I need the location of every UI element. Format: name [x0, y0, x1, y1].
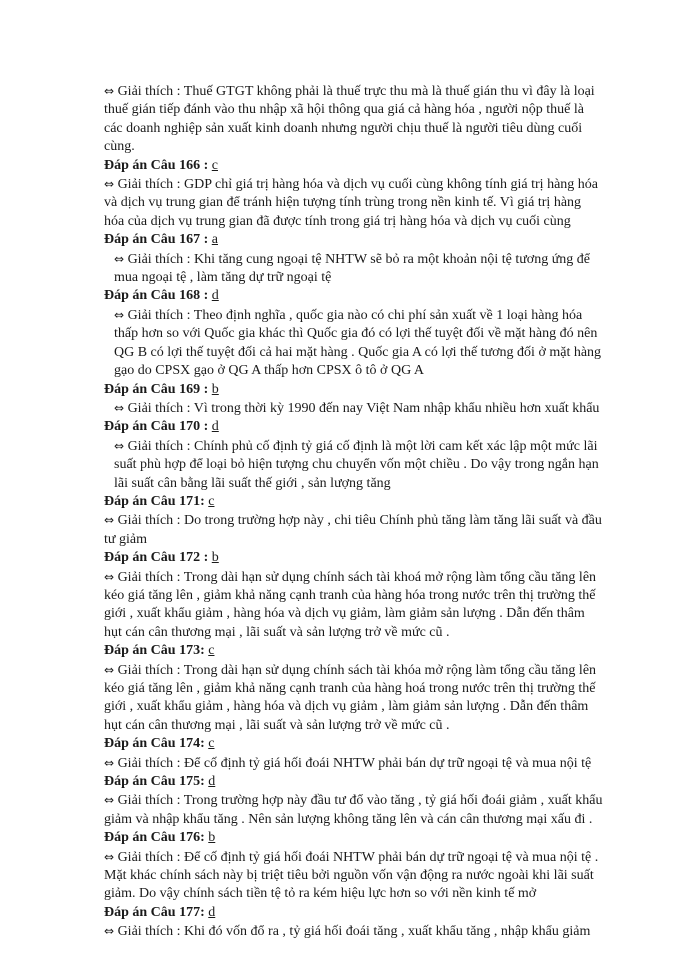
- double-arrow-icon: ⇔: [104, 569, 115, 584]
- answer-separator: :: [200, 736, 209, 752]
- answer-line: [104, 549, 604, 567]
- answer-label: Đáp án Câu 173: [104, 643, 201, 659]
- explanation-body: Giải thích : Chính phủ cố định tỷ giá cố định là một lời cam kết xác lập một mức lãi suất phù hợp để loại bỏ hiện tượng chu chuyển vốn một chiều . Do vậy trong ngắn hạn lãi suất cân bằng lãi suất thế giới , sản lượng tăng: [114, 438, 599, 491]
- answer-separator: :: [200, 830, 209, 846]
- explanation-text: [104, 791, 604, 829]
- explanation-text: [104, 754, 604, 773]
- double-arrow-icon: ⇔: [114, 400, 125, 415]
- answer-block: [104, 82, 604, 157]
- double-arrow-icon: ⇔: [104, 755, 115, 770]
- answer-block: [104, 549, 604, 642]
- explanation-text: [104, 250, 604, 288]
- answer-value: a: [211, 232, 218, 248]
- answer-block: [104, 418, 604, 493]
- double-arrow-icon: ⇔: [114, 307, 125, 322]
- answer-label: Đáp án Câu 176: [104, 830, 201, 846]
- answer-separator: :: [200, 774, 209, 790]
- explanation-text: [104, 306, 604, 381]
- explanation-body: Giải thích : Khi đó vốn đổ ra , tỷ giá hối đoái tăng , xuất khẩu tăng , nhập khẩu giảm: [117, 924, 591, 940]
- answer-value: c: [208, 643, 215, 659]
- explanation-text: [104, 511, 604, 549]
- answer-block: [104, 773, 604, 829]
- answer-block: [104, 904, 604, 942]
- explanation-body: Giải thích : Vì trong thời kỳ 1990 đến nay Việt Nam nhập khẩu nhiều hơn xuất khẩu: [127, 400, 600, 416]
- explanation-body: Giải thích : Để cố định tỷ giá hối đoái NHTW phải bán dự trữ ngoại tệ và mua nội tệ: [117, 755, 592, 771]
- answer-line: [104, 157, 604, 175]
- answer-block: [104, 381, 604, 419]
- double-arrow-icon: ⇔: [104, 84, 115, 98]
- answer-value: d: [211, 288, 219, 304]
- explanation-body: Giải thích : Trong dài hạn sử dụng chính sách tài khoá mở rộng làm tổng cầu tăng lên kéo giá tăng lên , giảm khả năng cạnh tranh của hàng hóa trong nước trên thị trường thế giới , xuất khẩu giảm , hàng hóa và dịch vụ giảm, làm giảm sản lượng . Dẫn đến thâm hụt cán cân thương mại , lãi suất và sản lượng trở về mức cũ .: [104, 569, 597, 640]
- answer-line: [104, 381, 604, 399]
- explanation-body: Giải thích : Theo định nghĩa , quốc gia nào có chi phí sản xuất về 1 loại hàng hóa thấp hơn so với Quốc gia khác thì Quốc gia đó có lợi thế tuyệt đối về mặt hàng đó nên QG B có lợi thế tuyệt đối cả hai mặt hàng . Quốc gia A có lợi thế tương đối ở mặt hàng gạo do CPSX gạo ở QG A thấp hơn CPSX ô tô ở QG A: [114, 307, 602, 379]
- answer-line: [104, 735, 604, 753]
- document-page: [104, 82, 604, 942]
- double-arrow-icon: ⇔: [104, 849, 115, 864]
- answer-separator: :: [200, 232, 212, 248]
- answer-separator: :: [200, 381, 212, 397]
- answer-line: [104, 904, 604, 922]
- answer-block: [104, 231, 604, 287]
- double-arrow-icon: ⇔: [104, 924, 115, 939]
- answer-label: Đáp án Câu 169: [104, 381, 201, 397]
- answer-separator: :: [200, 643, 209, 659]
- explanation-text: [104, 568, 604, 643]
- answer-line: [104, 773, 604, 791]
- answer-label: Đáp án Câu 175: [104, 774, 201, 790]
- answer-label: Đáp án Câu 168: [104, 288, 201, 304]
- answer-block: [104, 493, 604, 549]
- answer-block: [104, 829, 604, 904]
- explanation-body: Giải thích : Do trong trường hợp này , chi tiêu Chính phủ tăng làm tăng lãi suất và đầu tư giảm: [104, 513, 602, 547]
- answer-line: [104, 287, 604, 305]
- answer-label: Đáp án Câu 167: [104, 232, 201, 248]
- answer-line: [104, 829, 604, 847]
- explanation-body: Giải thích : Để cố định tỷ giá hối đoái NHTW phải bán dự trữ ngoại tệ và mua nội tệ . Mặt khác chính sách này bị triệt tiêu bởi nguồn vốn vận động ra nước ngoài khi lãi suất giảm. Do vậy chính sách tiền tệ tỏ ra kém hiệu lực hơn so với nền kinh tế mở: [104, 849, 599, 902]
- answer-label: Đáp án Câu 172: [104, 550, 201, 566]
- double-arrow-icon: ⇔: [104, 513, 115, 528]
- answer-value: b: [211, 550, 219, 566]
- explanation-text: [104, 848, 604, 904]
- explanation-text: [104, 661, 604, 736]
- answer-value: d: [208, 904, 216, 920]
- answer-separator: :: [200, 157, 212, 173]
- double-arrow-icon: ⇔: [114, 251, 125, 266]
- answer-line: [104, 493, 604, 511]
- answer-block: [104, 157, 604, 232]
- answer-value: c: [208, 493, 215, 509]
- answer-label: Đáp án Câu 166: [104, 157, 201, 173]
- answer-line: [104, 231, 604, 249]
- answer-separator: :: [200, 493, 209, 509]
- answer-block: [104, 287, 604, 380]
- answer-line: [104, 642, 604, 660]
- explanation-body: Giải thích : Thuế GTGT không phải là thuế trực thu mà là thuế gián thu vì đây là loại thuế gián tiếp đánh vào thu nhập xã hội thông qua giá cả hàng hóa , người nộp thuế là các doanh nghiệp sản xuất kinh doanh nhưng người chịu thuế là người tiêu dùng cuối cùng.: [104, 84, 595, 155]
- explanation-text: [104, 922, 604, 941]
- answer-label: Đáp án Câu 177: [104, 904, 201, 920]
- explanation-text: [104, 437, 604, 493]
- answer-label: Đáp án Câu 174: [104, 736, 201, 752]
- double-arrow-icon: ⇔: [104, 793, 115, 808]
- answer-value: d: [208, 774, 216, 790]
- explanation-body: Giải thích : Khi tăng cung ngoại tệ NHTW sẽ bỏ ra một khoản nội tệ tương ứng để mua ngoại tệ , làm tăng dự trữ ngoại tệ: [114, 251, 591, 286]
- answer-separator: :: [200, 419, 212, 435]
- answer-label: Đáp án Câu 171: [104, 493, 201, 509]
- answer-value: b: [208, 830, 216, 846]
- explanation-text: [104, 399, 604, 418]
- answer-separator: :: [200, 288, 212, 304]
- explanation-text: [104, 175, 604, 231]
- double-arrow-icon: ⇔: [104, 177, 115, 192]
- answer-value: c: [208, 736, 215, 752]
- answer-line: [104, 418, 604, 436]
- explanation-body: Giải thích : Trong dài hạn sử dụng chính sách tài khóa mở rộng làm tổng cầu tăng lên kéo giá tăng lên , giảm khả năng cạnh tranh của hàng hoá trong nước trên thị trường thế giới , xuất khẩu giảm , hàng hóa và dịch vụ giảm , làm giảm sản lượng . Dẫn đến thâm hụt cán cân thương mại , lãi suất và sản lượng trở về mức cũ .: [104, 662, 597, 733]
- explanation-text: [104, 82, 604, 157]
- answer-value: b: [211, 381, 219, 397]
- answer-separator: :: [200, 550, 212, 566]
- answer-value: d: [211, 419, 219, 435]
- answer-block: [104, 735, 604, 773]
- answer-value: c: [211, 157, 218, 173]
- double-arrow-icon: ⇔: [114, 438, 125, 453]
- answer-label: Đáp án Câu 170: [104, 419, 201, 435]
- explanation-body: Giải thích : Trong trường hợp này đầu tư đổ vào tăng , tỷ giá hối đoái giảm , xuất khẩu giảm và nhập khẩu tăng . Nên sản lượng không tăng lên và cán cân thương mại xấu đi .: [104, 793, 603, 827]
- double-arrow-icon: ⇔: [104, 662, 115, 677]
- explanation-body: Giải thích : GDP chỉ giá trị hàng hóa và dịch vụ cuối cùng không tính giá trị hàng hóa và dịch vụ trung gian để tránh hiện tượng tính trùng trong nền kinh tế. Vì giá trị hàng hóa của dịch vụ trung gian đã được tính trong giá trị hàng hóa và dịch vụ cuối cùng: [104, 177, 598, 229]
- answer-block: [104, 642, 604, 735]
- answer-separator: :: [200, 904, 209, 920]
